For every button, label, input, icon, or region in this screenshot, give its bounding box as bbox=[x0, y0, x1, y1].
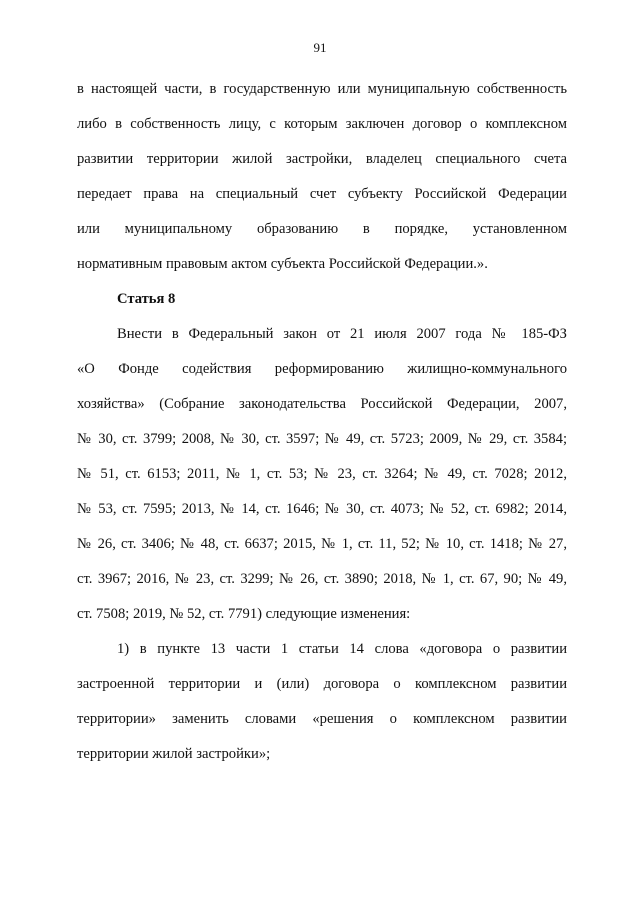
article-heading: Статья 8 bbox=[117, 291, 176, 307]
text-line: застроенной территории и (или) договора о комплексном развитии bbox=[77, 676, 567, 692]
text-line: № 30, ст. 3799; 2008, № 30, ст. 3597; № 49, ст. 5723; 2009, № 29, ст. 3584; bbox=[77, 431, 567, 447]
text-line: № 53, ст. 7595; 2013, № 14, ст. 1646; № 30, ст. 4073; № 52, ст. 6982; 2014, bbox=[77, 501, 567, 517]
text-line: 1) в пункте 13 части 1 статьи 14 слова «договора о развитии bbox=[117, 641, 567, 657]
document-body bbox=[77, 77, 567, 777]
text-line: территории» заменить словами «решения о комплексном развитии bbox=[77, 711, 567, 727]
text-line: № 51, ст. 6153; 2011, № 1, ст. 53; № 23, ст. 3264; № 49, ст. 7028; 2012, bbox=[77, 466, 567, 482]
text-line: передает права на специальный счет субъекту Российской Федерации bbox=[77, 186, 567, 202]
text-line: хозяйства» (Собрание законодательства Российской Федерации, 2007, bbox=[77, 396, 567, 412]
text-line: либо в собственность лицу, с которым заключен договор о комплексном bbox=[77, 116, 567, 132]
article-paragraph bbox=[77, 322, 567, 637]
text-line: ст. 7508; 2019, № 52, ст. 7791) следующие изменения: bbox=[77, 606, 411, 622]
text-line: развитии территории жилой застройки, владелец специального счета bbox=[77, 151, 567, 167]
amendment-item bbox=[77, 637, 567, 777]
text-line: нормативным правовым актом субъекта Российской Федерации.». bbox=[77, 256, 488, 272]
text-line: или муниципальному образованию в порядке, установленном bbox=[77, 221, 567, 237]
paragraph-continuation bbox=[77, 77, 567, 287]
text-line: № 26, ст. 3406; № 48, ст. 6637; 2015, № 1, ст. 11, 52; № 10, ст. 1418; № 27, bbox=[77, 536, 567, 552]
text-line: «О Фонде содействия реформированию жилищно-коммунального bbox=[77, 361, 567, 377]
text-line: территории жилой застройки»; bbox=[77, 746, 271, 762]
text-line: Внести в Федеральный закон от 21 июля 2007 года № 185-ФЗ bbox=[117, 326, 567, 342]
text-line: ст. 3967; 2016, № 23, ст. 3299; № 26, ст. 3890; 2018, № 1, ст. 67, 90; № 49, bbox=[77, 571, 567, 587]
text-line: в настоящей части, в государственную или муниципальную собственность bbox=[77, 81, 567, 97]
page-number: 91 bbox=[313, 40, 327, 55]
